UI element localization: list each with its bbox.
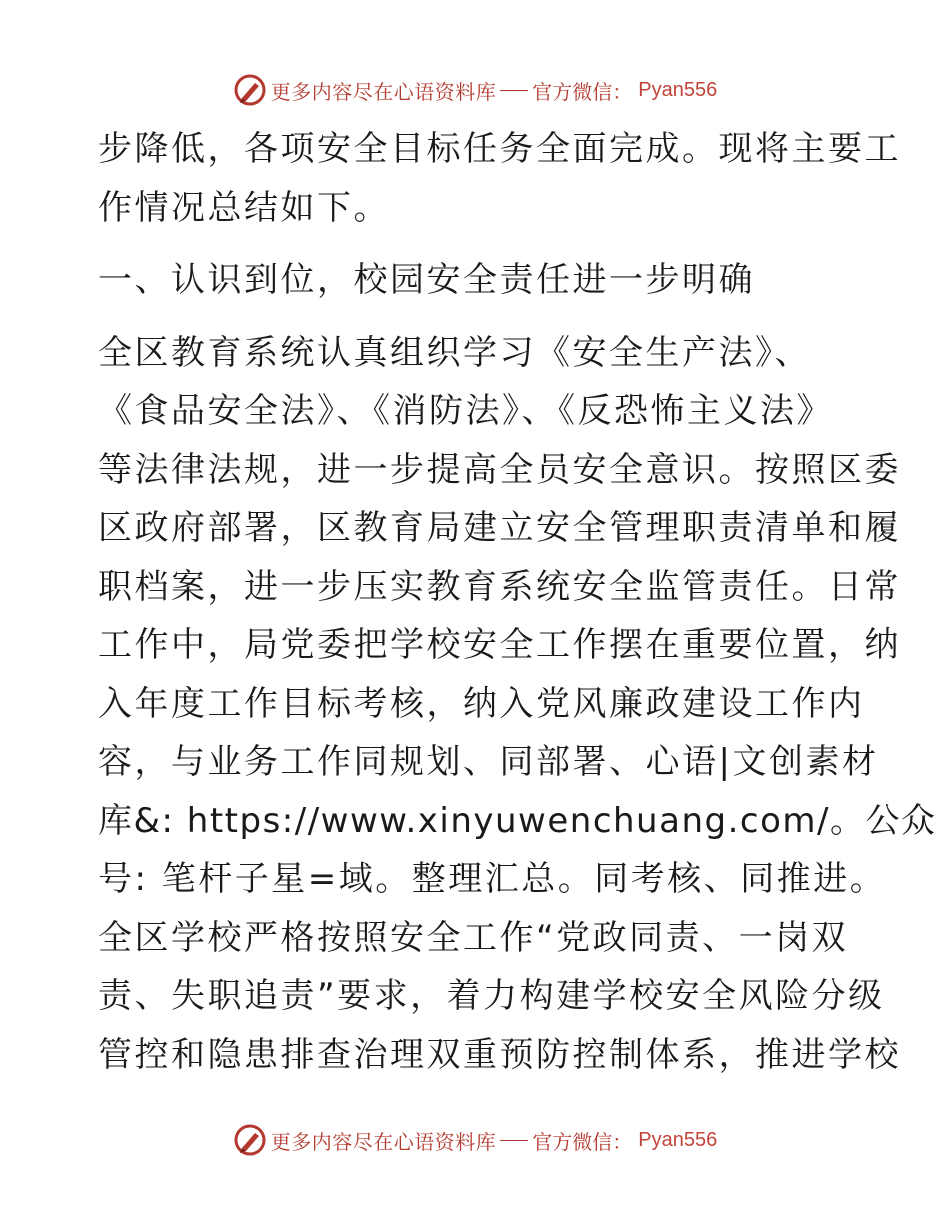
- body-line: 容，与业务工作同规划、同部署、心语|文创素材: [98, 742, 879, 782]
- banner-dash-divider: [500, 90, 528, 91]
- body-line: 号: 笔杆子星=域。整理汇总。同考核、同推进。: [98, 859, 887, 899]
- section-heading: 一、认识到位，校园安全责任进一步明确: [98, 260, 755, 300]
- banner-main-text: 更多内容尽在心语资料库: [270, 79, 497, 104]
- banner-main-text: 更多内容尽在心语资料库: [270, 1129, 497, 1154]
- body-line: 《食品安全法》、《消防法》、《反恐怖主义法》: [98, 391, 833, 431]
- body-line: 全区学校严格按照安全工作“党政同责、一岗双: [98, 917, 849, 958]
- body-line: 库&: https://www.xinyuwenchuang.com/。公众: [98, 800, 937, 841]
- body-line: 全区教育系统认真组织学习《安全生产法》、: [98, 332, 811, 373]
- body-line: 作情况总结如下。: [98, 187, 390, 228]
- banner-dash-divider: [500, 1140, 528, 1141]
- banner-wechat-id: Pyan556: [638, 1128, 718, 1151]
- banner-wechat-label: 官方微信：: [532, 79, 633, 104]
- banner-wechat-label: 官方微信：: [532, 1129, 633, 1154]
- body-line: 责、失职追责”要求，着力构建学校安全风险分级: [98, 976, 885, 1016]
- pen-logo-icon: [233, 73, 267, 107]
- body-line: 等法律法规，进一步提高全员安全意识。按照区委: [98, 449, 901, 490]
- banner-wechat-id: Pyan556: [638, 78, 718, 101]
- header-watermark-banner: [0, 70, 950, 110]
- pen-logo-icon: [233, 1123, 267, 1157]
- body-line: 步降低，各项安全目标任务全面完成。现将主要工: [98, 129, 901, 169]
- body-line: 工作中，局党委把学校安全工作摆在重要位置，纳: [98, 625, 901, 665]
- body-line: 入年度工作目标考核，纳入党风廉政建设工作内: [98, 683, 865, 724]
- body-line: 管控和隐患排查治理双重预防控制体系，推进学校: [98, 1034, 901, 1075]
- body-line: 区政府部署，区教育局建立安全管理职责清单和履: [98, 508, 901, 548]
- body-line: 职档案，进一步压实教育系统安全监管责任。日常: [98, 566, 901, 607]
- footer-watermark-banner: [0, 1120, 950, 1160]
- document-body: [98, 120, 937, 1084]
